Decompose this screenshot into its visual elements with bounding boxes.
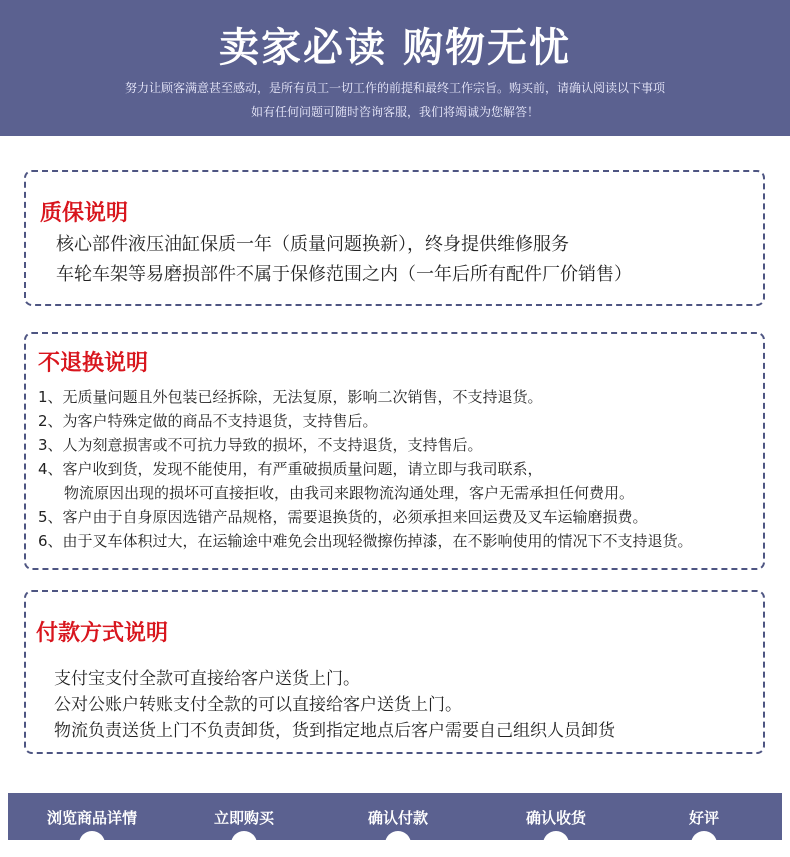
step-browse: 浏览商品详情 [46,809,137,827]
warranty-line: 核心部件液压油缸保质一年（质量问题换新），终身提供维修服务 [56,234,569,255]
step-dot-icon [543,831,569,857]
returns-line: 1、无质量问题且外包装已经拆除，无法复原，影响二次销售，不支持退货。 [38,388,543,406]
returns-line: 6、由于叉车体积过大，在运输途中难免会出现轻微擦伤掉漆，在不影响使用的情况下不支持退货。 [38,532,693,550]
warranty-section [24,170,765,306]
payment-line: 支付宝支付全款可直接给客户送货上门。 [54,669,360,689]
header-subtitle: 努力让顾客满意甚至感动，是所有员工一切工作的前提和最终工作宗旨。购买前，请确认阅读以下事项 [124,81,665,95]
step-dot-icon [231,831,257,857]
warranty-line: 车轮车架等易磨损部件不属于保修范围之内（一年后所有配件厂价销售） [56,264,632,285]
step-review: 好评 [688,809,719,827]
header-banner [0,0,790,136]
returns-line: 物流原因出现的损坏可直接拒收，由我司来跟物流沟通处理，客户无需承担任何费用。 [64,484,635,502]
returns-line: 5、客户由于自身原因选错产品规格，需要退换货的，必须承担来回运费及叉车运输磨损费。 [38,508,648,526]
step-buy: 立即购买 [213,809,274,827]
header-subtitle-2: 如有任何问题可随时咨询客服，我们将竭诚为您解答！ [250,105,539,119]
payment-line: 物流负责送货上门不负责卸货，货到指定地点后客户需要自己组织人员卸货 [54,721,615,741]
step-dot-icon [691,831,717,857]
returns-heading: 不退换说明 [38,351,149,376]
page-title: 卖家必读 购物无忧 [219,25,571,71]
payment-heading: 付款方式说明 [36,621,169,646]
purchase-steps-bar [8,793,782,840]
payment-section [24,590,765,754]
warranty-heading: 质保说明 [40,201,129,226]
returns-section [24,332,765,570]
step-dot-icon [385,831,411,857]
payment-line: 公对公账户转账支付全款的可以直接给客户送货上门。 [54,695,462,715]
returns-line: 2、为客户特殊定做的商品不支持退货，支持售后。 [38,412,378,430]
returns-line: 4、客户收到货，发现不能使用，有严重破损质量问题，请立即与我司联系， [38,460,543,478]
step-receive: 确认收货 [525,809,586,827]
step-dot-icon [79,831,105,857]
returns-line: 3、人为刻意损害或不可抗力导致的损坏，不支持退货，支持售后。 [38,436,483,454]
step-pay: 确认付款 [367,809,428,827]
